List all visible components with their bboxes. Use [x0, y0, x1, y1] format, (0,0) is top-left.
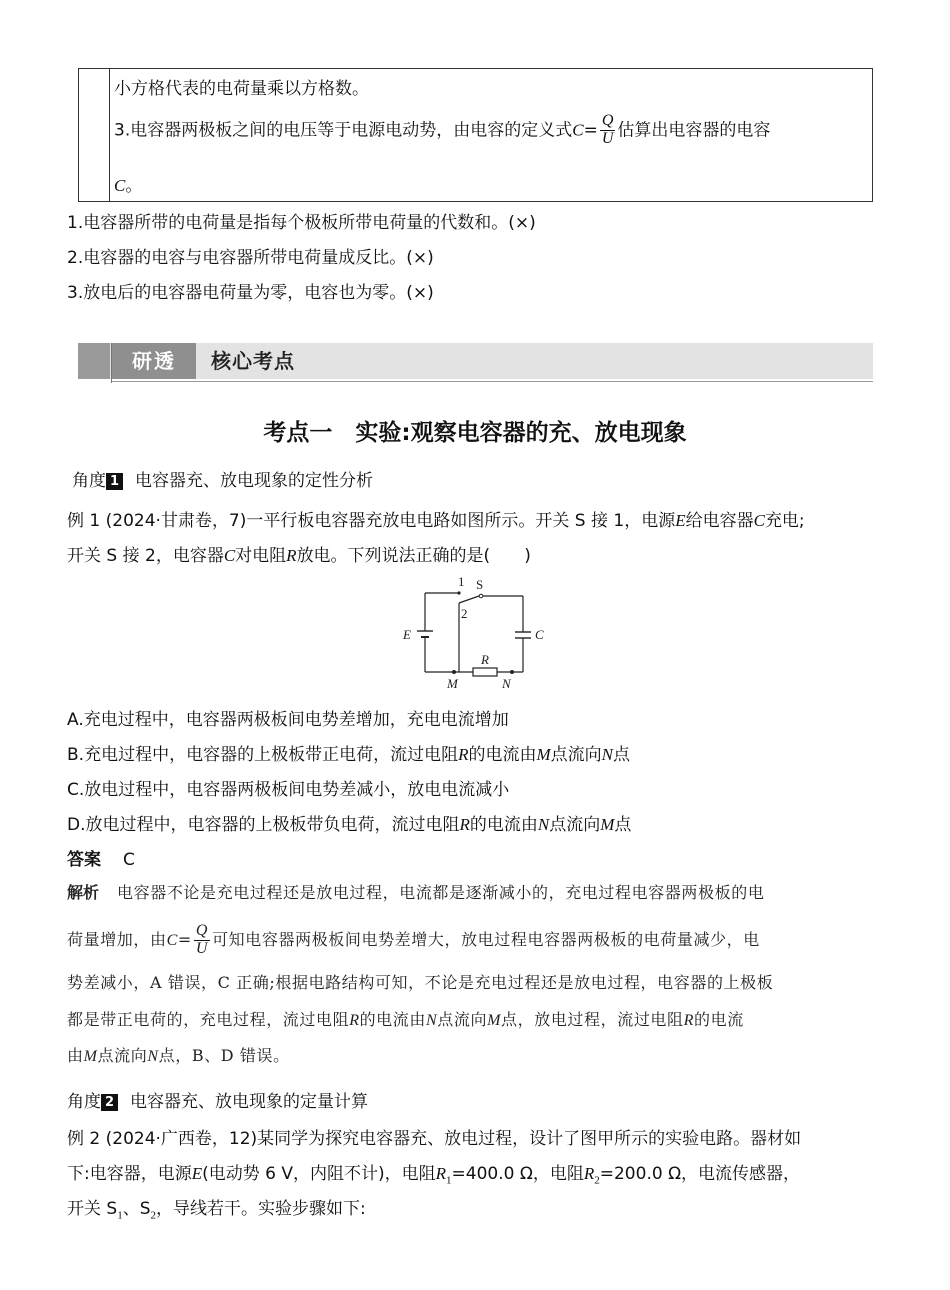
label-m: M: [447, 676, 458, 691]
banner-tag: 研透: [112, 343, 196, 379]
analysis-text: 的电流由: [359, 1010, 426, 1029]
opt-b-text: 点流向: [550, 745, 602, 765]
ex1-text: 给电容器: [685, 511, 754, 531]
frac-num: Q: [601, 112, 614, 129]
opt-b-text: B.充电过程中，电容器的上极板带正电荷，流过电阻: [67, 745, 459, 765]
opt-d-text: 点: [614, 815, 632, 835]
opt-d-text: 点流向: [549, 815, 601, 835]
angle-2-heading: [67, 1087, 368, 1112]
ex1-source: 甘肃卷: [160, 511, 212, 531]
var-r2: R: [583, 1164, 595, 1183]
var-e: E: [191, 1164, 203, 1183]
var-c: C: [166, 931, 178, 949]
period: 。: [125, 176, 143, 196]
banner-block: [78, 343, 110, 379]
subscript-2: 2: [594, 1174, 600, 1187]
var-n: N: [425, 1012, 438, 1029]
banner-bar: [78, 343, 873, 379]
statement-2: 2.电容器的电容与电容器所带电荷量成反比。(×): [67, 248, 434, 268]
analysis-text: 点流向: [97, 1046, 148, 1065]
node-n: [510, 670, 514, 674]
var-r: R: [349, 1012, 360, 1029]
angle-title: 电容器充、放电现象的定性分析: [135, 471, 373, 491]
option-a: A.充电过程中，电容器两极板间电势差增加，充电电流增加: [67, 710, 509, 730]
answer-line: [67, 845, 135, 870]
equals: =: [177, 929, 192, 949]
var-c: C: [223, 546, 236, 565]
analysis-text: 点，B、D 错误。: [158, 1046, 290, 1065]
answer-label: 答案: [67, 850, 101, 870]
var-e: E: [675, 511, 686, 530]
statement-1: 1.电容器所带的电荷量是指每个极板所带电荷量的代数和。(×): [67, 213, 536, 233]
note-line-1: 小方格代表的电荷量乘以方格数。: [114, 79, 369, 99]
frac-den: U: [601, 129, 614, 147]
note-line-2-end: 估算出电容器的电容: [617, 120, 771, 141]
ex1-text: ，7)一平行板电容器充放电电路如图所示。开关 S 接 1，电源: [211, 511, 676, 531]
example-2-line-2: [67, 1159, 800, 1186]
label-s: S: [476, 577, 484, 592]
label-n: N: [502, 676, 511, 691]
ex2-text: 下:电容器，电源: [67, 1164, 192, 1184]
analysis-text: 都是带正电荷的，充电过程，流过电阻: [67, 1010, 350, 1029]
angle-number-badge: 1: [106, 473, 123, 490]
analysis-line-4: [67, 1007, 744, 1030]
ex2-text: (电动势 6 V，内阻不计)，电阻: [202, 1164, 436, 1184]
ex2-text: ，导线若干。实验步骤如下:: [156, 1199, 366, 1219]
angle-label: 角度: [72, 471, 106, 491]
example-1-line-2: [67, 541, 531, 566]
analysis-text: 电容器不论是充电过程还是放电过程，电流都是逐渐减小的，充电过程电容器两极板的电: [117, 883, 765, 902]
var-n: N: [601, 745, 613, 764]
subscript-1: 1: [117, 1209, 123, 1222]
var-m: M: [600, 815, 615, 834]
angle-number-badge: 2: [101, 1094, 118, 1111]
note-line-3: [114, 171, 142, 196]
option-c: C.放电过程中，电容器两极板间电势差减小，放电电流减小: [67, 780, 510, 800]
analysis-label: 解析: [67, 883, 100, 902]
opt-b-text: 点: [612, 745, 630, 765]
analysis-text: 点流向: [437, 1010, 488, 1029]
var-n: N: [537, 815, 550, 834]
var-c: C: [114, 176, 126, 195]
example-2-line-1: 例 2 (2024·广西卷，12)某同学为探究电容器充、放电过程，设计了图甲所示的实验电路。器材如: [67, 1129, 802, 1149]
var-c: C: [753, 511, 765, 530]
analysis-text: 点，放电过程，流过电阻: [501, 1010, 684, 1029]
angle-label: 角度: [67, 1092, 101, 1112]
var-r: R: [459, 815, 470, 834]
fraction-q-over-u: [194, 923, 210, 958]
analysis-text: 可知电容器两极板间电势差增大，放电过程电容器两极板的电荷量减少，电: [212, 929, 760, 949]
frac-num: Q: [195, 922, 209, 939]
terminal-1: [457, 591, 460, 594]
var-r: R: [458, 745, 469, 764]
label-c: C: [535, 627, 544, 642]
analysis-text: 荷量增加，由: [67, 929, 167, 949]
section-banner: [78, 343, 873, 381]
switch-blade: [459, 596, 479, 603]
subscript-2: 2: [150, 1209, 156, 1222]
label-e: E: [403, 627, 411, 642]
var-c: C: [572, 120, 584, 140]
angle-title: 电容器充、放电现象的定量计算: [130, 1092, 368, 1112]
ex1-text: 对电阻: [235, 546, 287, 566]
ex1-text: 充电;: [764, 511, 805, 531]
label-r: R: [481, 652, 489, 667]
frac-den: U: [195, 939, 209, 957]
option-b: [67, 740, 630, 765]
ex2-text: 开关 S: [67, 1199, 118, 1219]
label-1: 1: [458, 574, 465, 589]
statement-3: 3.放电后的电容器电荷量为零，电容也为零。(×): [67, 283, 434, 303]
var-r: R: [683, 1012, 694, 1029]
angle-1-heading: [72, 466, 373, 491]
ex1-text: 放电。下列说法正确的是( ): [296, 546, 531, 566]
switch-pivot: [479, 594, 483, 598]
note-line-2: [114, 113, 770, 148]
opt-d-text: 的电流由: [469, 815, 538, 835]
banner-title: 核心考点: [211, 349, 295, 373]
subscript-1: 1: [446, 1174, 452, 1187]
analysis-line-2: [67, 923, 760, 958]
banner-underline: [112, 381, 873, 382]
ex2-text: 、S: [122, 1199, 151, 1219]
ex1-text: 开关 S 接 2，电容器: [67, 546, 224, 566]
analysis-text: 的电流: [694, 1010, 744, 1029]
var-n: N: [147, 1048, 159, 1065]
analysis-text: 由: [67, 1046, 84, 1065]
note-line-2-text: 3.电容器两极板之间的电压等于电源电动势，由电容的定义式: [114, 120, 573, 141]
var-r: R: [286, 546, 297, 565]
analysis-line-5: [67, 1043, 290, 1066]
label-2: 2: [461, 606, 468, 621]
answer-value: C: [123, 850, 135, 870]
var-m: M: [487, 1012, 502, 1029]
opt-d-text: D.放电过程中，电容器的上极板带负电荷，流过电阻: [67, 815, 460, 835]
node-m: [452, 670, 456, 674]
resistor: [473, 668, 497, 676]
var-m: M: [83, 1048, 98, 1065]
section-heading: 考点一 实验:观察电容器的充、放电现象: [263, 420, 687, 446]
ex1-text: 例 1 (2024·: [67, 511, 161, 531]
opt-b-text: 的电流由: [468, 745, 537, 765]
box-divider: [109, 69, 110, 201]
analysis-line-1: [67, 880, 764, 903]
ex2-text: =200.0 Ω，电流传感器，: [599, 1164, 801, 1184]
example-2-line-3: [67, 1194, 366, 1221]
option-d: [67, 810, 631, 835]
analysis-line-3: 势差减小，A 错误，C 正确;根据电路结构可知，不论是充电过程还是放电过程，电容器的上极板: [67, 973, 774, 992]
equals: =: [583, 120, 598, 141]
var-r1: R: [435, 1164, 447, 1183]
circuit-diagram: [395, 573, 565, 693]
var-m: M: [536, 745, 551, 764]
fraction-q-over-u: [600, 113, 616, 148]
ex2-text: =400.0 Ω，电阻: [451, 1164, 584, 1184]
example-1-line-1: [67, 506, 805, 531]
banner-vline: [111, 343, 112, 383]
